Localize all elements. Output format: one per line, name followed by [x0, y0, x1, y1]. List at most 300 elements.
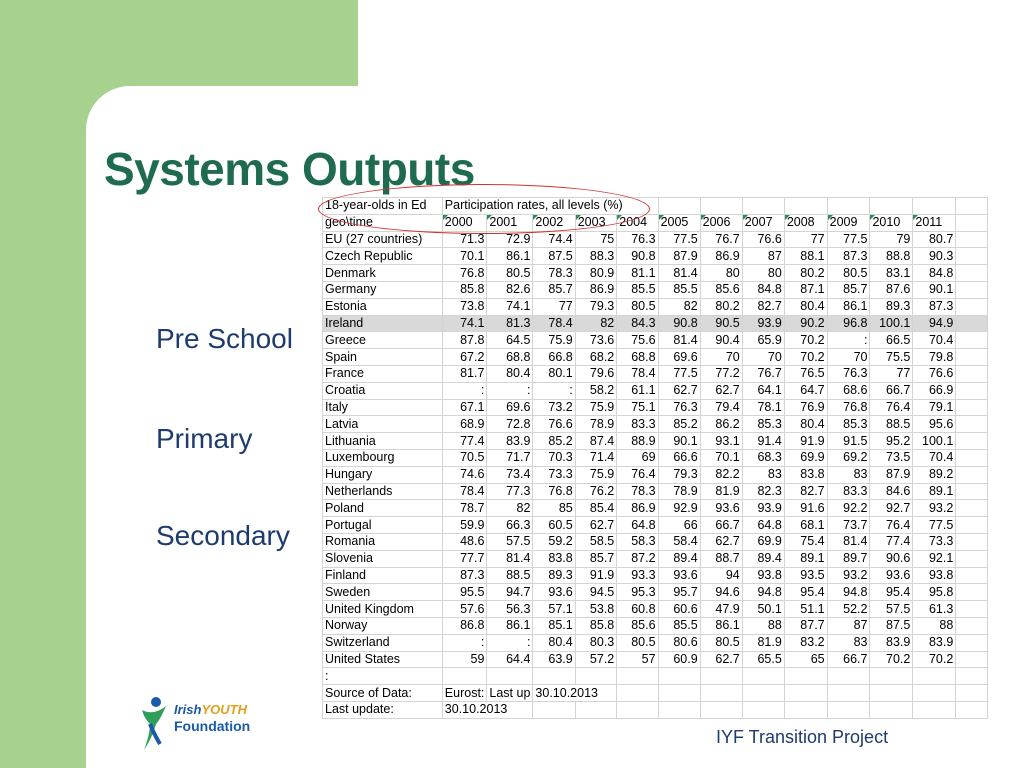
table-row [323, 399, 988, 416]
logo-line-2: Foundation [174, 718, 251, 734]
country-name: Germany [323, 281, 443, 298]
value-cell: 77.5 [658, 231, 700, 248]
value-cell: 85.7 [533, 281, 575, 298]
value-cell: 71.7 [487, 449, 533, 466]
source-row [323, 685, 988, 702]
value-cell: 70.5 [442, 449, 487, 466]
value-cell: 69.2 [827, 449, 870, 466]
value-cell: 76.8 [827, 399, 870, 416]
value-cell: 73.8 [442, 298, 487, 315]
table-row [323, 231, 988, 248]
value-cell: 67.1 [442, 399, 487, 416]
value-cell: 86.1 [487, 617, 533, 634]
value-cell: 91.5 [827, 433, 870, 450]
value-cell: 94.8 [827, 584, 870, 601]
value-cell: 92.1 [913, 550, 956, 567]
value-cell: 73.6 [575, 332, 617, 349]
value-cell: 87.5 [870, 617, 913, 634]
value-cell: 74.1 [487, 298, 533, 315]
value-cell: 81.3 [487, 315, 533, 332]
value-cell: 86.2 [700, 416, 742, 433]
value-cell: 77.4 [870, 533, 913, 550]
empty-cell [870, 198, 913, 215]
value-cell: 93.2 [913, 500, 956, 517]
value-cell: 79.4 [700, 399, 742, 416]
value-cell: 60.9 [658, 651, 700, 668]
empty-cell [956, 701, 988, 718]
year-header: 2002 [533, 214, 575, 231]
footer-text: IYF Transition Project [716, 727, 889, 747]
value-cell: 58.5 [575, 533, 617, 550]
background-green-strip [0, 0, 92, 768]
value-cell: 57.5 [870, 601, 913, 618]
value-cell: 65 [784, 651, 827, 668]
value-cell: 92.2 [827, 500, 870, 517]
value-cell: 77 [870, 365, 913, 382]
value-cell: 50.1 [742, 601, 784, 618]
heading-cell: 18-year-olds in Ed [323, 198, 443, 215]
value-cell: : [487, 634, 533, 651]
value-cell: : [442, 634, 487, 651]
value-cell: : [487, 382, 533, 399]
value-cell: 62.7 [700, 533, 742, 550]
year-header: 2006 [700, 214, 742, 231]
value-cell: 80.2 [784, 265, 827, 282]
empty-cell [617, 685, 658, 702]
value-cell: 66.3 [487, 517, 533, 534]
table-row [323, 668, 988, 685]
value-cell: 66.9 [913, 382, 956, 399]
value-cell: 80.1 [533, 365, 575, 382]
value-cell: 73.7 [827, 517, 870, 534]
value-cell: 86.9 [700, 248, 742, 265]
value-cell: 71.3 [442, 231, 487, 248]
value-cell: 83 [827, 466, 870, 483]
table-row [323, 416, 988, 433]
value-cell: 81.4 [827, 533, 870, 550]
logo-line-1: IrishYOUTH [174, 702, 247, 717]
value-cell: 95.8 [913, 584, 956, 601]
country-name: Norway [323, 617, 443, 634]
value-cell: 61.3 [913, 601, 956, 618]
empty-cell [742, 701, 784, 718]
value-cell: 63.9 [533, 651, 575, 668]
country-name: Sweden [323, 584, 443, 601]
country-name: Luxembourg [323, 449, 443, 466]
empty-cell [956, 567, 988, 584]
empty-cell [575, 701, 617, 718]
value-cell: 58.3 [617, 533, 658, 550]
value-cell: 85 [533, 500, 575, 517]
empty-cell [956, 332, 988, 349]
empty-cell [956, 231, 988, 248]
country-name: Spain [323, 349, 443, 366]
empty-cell [784, 685, 827, 702]
value-cell: 75.9 [533, 332, 575, 349]
country-name: Estonia [323, 298, 443, 315]
value-cell: 94.8 [742, 584, 784, 601]
bullet-secondary: Secondary [156, 520, 290, 551]
year-header: 2007 [742, 214, 784, 231]
value-cell: 87.5 [533, 248, 575, 265]
value-cell: 60.6 [658, 601, 700, 618]
value-cell: 84.3 [617, 315, 658, 332]
value-cell: 69.9 [784, 449, 827, 466]
value-cell: 83 [742, 466, 784, 483]
empty-cell [784, 701, 827, 718]
table-row [323, 298, 988, 315]
empty-cell [827, 701, 870, 718]
empty-cell [784, 198, 827, 215]
empty-cell [742, 198, 784, 215]
value-cell: 82.3 [742, 483, 784, 500]
value-cell: 80.5 [827, 265, 870, 282]
source-value: 30.10.2013 [533, 685, 617, 702]
value-cell: 87.8 [442, 332, 487, 349]
value-cell: 64.5 [487, 332, 533, 349]
value-cell: 87.2 [617, 550, 658, 567]
empty-cell [442, 668, 487, 685]
value-cell: 88.3 [575, 248, 617, 265]
country-name: Slovenia [323, 550, 443, 567]
value-cell: 86.9 [617, 500, 658, 517]
value-cell: 70.1 [700, 449, 742, 466]
empty-cell [700, 198, 742, 215]
year-header-row [323, 214, 988, 231]
value-cell: 88.8 [870, 248, 913, 265]
value-cell: 78.4 [617, 365, 658, 382]
table-row [323, 634, 988, 651]
value-cell: 80.4 [784, 416, 827, 433]
table-row [323, 533, 988, 550]
value-cell: 76.6 [533, 416, 575, 433]
value-cell: 68.6 [827, 382, 870, 399]
value-cell: 51.1 [784, 601, 827, 618]
year-header: 2008 [784, 214, 827, 231]
value-cell: 66.6 [658, 449, 700, 466]
value-cell: 85.2 [658, 416, 700, 433]
empty-cell [956, 198, 988, 215]
value-cell: 66.7 [827, 651, 870, 668]
value-cell: 87 [827, 617, 870, 634]
value-cell: 78.7 [442, 500, 487, 517]
value-cell: 85.4 [575, 500, 617, 517]
empty-cell [956, 433, 988, 450]
value-cell: 76.3 [827, 365, 870, 382]
empty-cell [533, 701, 575, 718]
value-cell: 93.8 [913, 567, 956, 584]
value-cell: 78.3 [617, 483, 658, 500]
value-cell: 70 [700, 349, 742, 366]
bullet-pre-school: Pre School [156, 323, 293, 354]
empty-cell [700, 701, 742, 718]
value-cell: 80.3 [575, 634, 617, 651]
value-cell: 58.4 [658, 533, 700, 550]
source-value: Last up [487, 685, 533, 702]
value-cell: 69.9 [742, 533, 784, 550]
empty-cell [956, 685, 988, 702]
value-cell: 70.2 [870, 651, 913, 668]
value-cell: 92.9 [658, 500, 700, 517]
empty-cell [617, 668, 658, 685]
value-cell: 85.5 [658, 617, 700, 634]
value-cell: 70.4 [913, 449, 956, 466]
value-cell: 93.2 [827, 567, 870, 584]
value-cell: 74.1 [442, 315, 487, 332]
value-cell: 95.4 [784, 584, 827, 601]
table-row [323, 365, 988, 382]
value-cell: 83.9 [870, 634, 913, 651]
value-cell: 76.7 [700, 231, 742, 248]
value-cell: 83.8 [533, 550, 575, 567]
value-cell: 95.6 [913, 416, 956, 433]
table-heading-row [323, 198, 988, 215]
value-cell: 85.2 [533, 433, 575, 450]
value-cell: 76.6 [913, 365, 956, 382]
table-row [323, 349, 988, 366]
table-row [323, 483, 988, 500]
value-cell: 76.8 [533, 483, 575, 500]
value-cell: 80.5 [700, 634, 742, 651]
table-row [323, 332, 988, 349]
value-cell: 65.9 [742, 332, 784, 349]
table-row [323, 601, 988, 618]
value-cell: 93.9 [742, 315, 784, 332]
value-cell: 60.8 [617, 601, 658, 618]
table-row [323, 517, 988, 534]
empty-cell [700, 685, 742, 702]
value-cell: 64.1 [742, 382, 784, 399]
value-cell: 77.2 [700, 365, 742, 382]
update-value: 30.10.2013 [442, 701, 533, 718]
country-name: Croatia [323, 382, 443, 399]
table-row [323, 382, 988, 399]
value-cell: 85.3 [742, 416, 784, 433]
empty-cell [956, 550, 988, 567]
value-cell: 70 [742, 349, 784, 366]
value-cell: 93.5 [784, 567, 827, 584]
value-cell: 86.1 [700, 617, 742, 634]
value-cell: 77.5 [913, 517, 956, 534]
empty-cell [956, 382, 988, 399]
value-cell: 88.7 [700, 550, 742, 567]
table-row [323, 281, 988, 298]
empty-cell [870, 685, 913, 702]
empty-cell [956, 265, 988, 282]
value-cell: 90.6 [870, 550, 913, 567]
empty-cell [956, 214, 988, 231]
value-cell: 73.3 [533, 466, 575, 483]
value-cell: 100.1 [870, 315, 913, 332]
table-row [323, 433, 988, 450]
value-cell: 87.9 [870, 466, 913, 483]
value-cell: 75.5 [870, 349, 913, 366]
value-cell: 80.5 [487, 265, 533, 282]
country-name: Greece [323, 332, 443, 349]
value-cell: 75.1 [617, 399, 658, 416]
value-cell: 87.9 [658, 248, 700, 265]
value-cell: 86.1 [487, 248, 533, 265]
value-cell: 93.9 [742, 500, 784, 517]
year-header: 2000 [442, 214, 487, 231]
value-cell: 65.5 [742, 651, 784, 668]
value-cell: 70.2 [784, 349, 827, 366]
slide-title: Systems Outputs [104, 143, 475, 195]
value-cell: 76.6 [742, 231, 784, 248]
empty-cell [870, 701, 913, 718]
value-cell: 89.1 [784, 550, 827, 567]
value-cell: 60.5 [533, 517, 575, 534]
value-cell: 87.4 [575, 433, 617, 450]
value-cell: 90.8 [617, 248, 658, 265]
value-cell: 68.1 [784, 517, 827, 534]
country-name: Ireland [323, 315, 443, 332]
value-cell: 77.4 [442, 433, 487, 450]
value-cell: 79.1 [913, 399, 956, 416]
value-cell: : [442, 382, 487, 399]
value-cell: 83 [827, 634, 870, 651]
value-cell: 83.9 [487, 433, 533, 450]
table-row [323, 550, 988, 567]
value-cell: 68.9 [442, 416, 487, 433]
empty-cell [956, 500, 988, 517]
update-label: Last update: [323, 701, 443, 718]
spreadsheet-image [322, 197, 988, 723]
corner-label: geo\time [323, 214, 443, 231]
value-cell: 91.4 [742, 433, 784, 450]
value-cell: 100.1 [913, 433, 956, 450]
value-cell: 89.4 [658, 550, 700, 567]
value-cell: 95.7 [658, 584, 700, 601]
value-cell: 68.8 [487, 349, 533, 366]
heading-cell: Participation rates, all levels (%) [442, 198, 658, 215]
value-cell: 70.2 [913, 651, 956, 668]
value-cell: 66.7 [870, 382, 913, 399]
value-cell: 67.2 [442, 349, 487, 366]
value-cell: 90.8 [658, 315, 700, 332]
value-cell: 64.4 [487, 651, 533, 668]
value-cell: 68.2 [575, 349, 617, 366]
table-row [323, 265, 988, 282]
value-cell: 83.3 [617, 416, 658, 433]
value-cell: 78.9 [658, 483, 700, 500]
value-cell: 79.6 [575, 365, 617, 382]
country-name: EU (27 countries) [323, 231, 443, 248]
value-cell: 76.4 [870, 399, 913, 416]
empty-cell [956, 349, 988, 366]
value-cell: 90.1 [913, 281, 956, 298]
value-cell: 80.2 [700, 298, 742, 315]
value-cell: 85.8 [442, 281, 487, 298]
value-cell: 72.9 [487, 231, 533, 248]
value-cell: 57.2 [575, 651, 617, 668]
value-cell: 59.2 [533, 533, 575, 550]
table-row [323, 500, 988, 517]
value-cell: 80.5 [617, 634, 658, 651]
value-cell: 80 [700, 265, 742, 282]
value-cell: 81.4 [658, 332, 700, 349]
value-cell: 70.1 [442, 248, 487, 265]
value-cell: 94 [700, 567, 742, 584]
empty-cell [956, 281, 988, 298]
value-cell: 77.3 [487, 483, 533, 500]
empty-cell [956, 533, 988, 550]
value-cell: 88.1 [784, 248, 827, 265]
value-cell: 52.2 [827, 601, 870, 618]
value-cell: 82.2 [700, 466, 742, 483]
value-cell: 77.5 [658, 365, 700, 382]
value-cell: 87 [742, 248, 784, 265]
value-cell: 62.7 [575, 517, 617, 534]
value-cell: 57.5 [487, 533, 533, 550]
value-cell: 83.3 [827, 483, 870, 500]
value-cell: 86.9 [575, 281, 617, 298]
year-header: 2003 [575, 214, 617, 231]
value-cell: 88.5 [487, 567, 533, 584]
value-cell: 70.2 [784, 332, 827, 349]
value-cell: 76.2 [575, 483, 617, 500]
value-cell: : [533, 382, 575, 399]
value-cell: 57.6 [442, 601, 487, 618]
value-cell: 76.3 [658, 399, 700, 416]
value-cell: 78.3 [533, 265, 575, 282]
value-cell: 94.7 [487, 584, 533, 601]
value-cell: 93.6 [533, 584, 575, 601]
empty-cell [742, 668, 784, 685]
value-cell: 93.1 [700, 433, 742, 450]
value-cell: 89.3 [870, 298, 913, 315]
table-row [323, 567, 988, 584]
value-cell: 80.4 [533, 634, 575, 651]
value-cell: 75.9 [575, 466, 617, 483]
value-cell: 88.9 [617, 433, 658, 450]
value-cell: 76.7 [742, 365, 784, 382]
value-cell: 90.5 [700, 315, 742, 332]
country-name: Hungary [323, 466, 443, 483]
value-cell: 93.3 [617, 567, 658, 584]
value-cell: 82.7 [784, 483, 827, 500]
value-cell: 87.3 [913, 298, 956, 315]
figure-logo-icon [136, 694, 172, 754]
empty-cell [956, 483, 988, 500]
value-cell: 91.9 [784, 433, 827, 450]
value-cell: 77.7 [442, 550, 487, 567]
value-cell: 62.7 [700, 382, 742, 399]
value-cell: 93.6 [870, 567, 913, 584]
value-cell: 86.1 [827, 298, 870, 315]
value-cell: 76.9 [784, 399, 827, 416]
country-name: Latvia [323, 416, 443, 433]
empty-cell [617, 701, 658, 718]
empty-cell [956, 449, 988, 466]
value-cell: 85.8 [575, 617, 617, 634]
bullet-primary: Primary [156, 423, 253, 454]
empty-cell [658, 685, 700, 702]
value-cell: 84.8 [742, 281, 784, 298]
value-cell: 64.8 [617, 517, 658, 534]
value-cell: 61.1 [617, 382, 658, 399]
value-cell: 76.3 [617, 231, 658, 248]
value-cell: 79.3 [575, 298, 617, 315]
value-cell: 70 [827, 349, 870, 366]
empty-cell [487, 668, 533, 685]
country-name: United Kingdom [323, 601, 443, 618]
empty-cell [956, 601, 988, 618]
year-header: 2010 [870, 214, 913, 231]
value-cell: 48.6 [442, 533, 487, 550]
value-cell: 85.1 [533, 617, 575, 634]
value-cell: 90.3 [913, 248, 956, 265]
